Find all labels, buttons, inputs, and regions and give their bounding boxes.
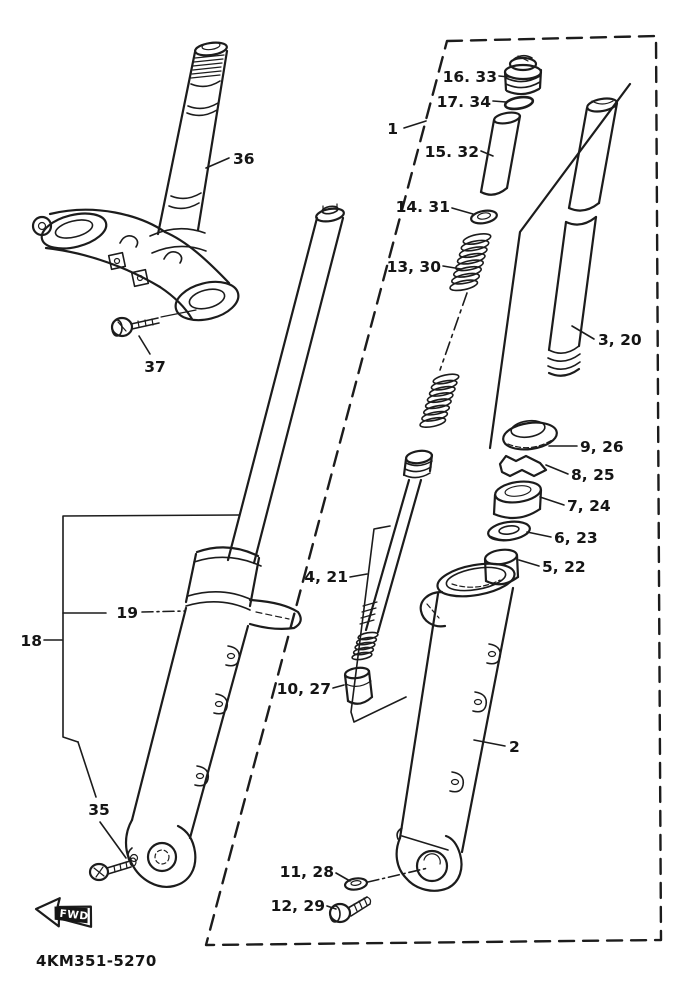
callout-label-9-26: 9, 26 <box>580 438 624 456</box>
callout-drain-bolt <box>271 897 336 915</box>
callout-oil-seal <box>540 497 611 515</box>
oil-lock-piece <box>344 666 372 703</box>
callout-slide-bush <box>519 558 586 576</box>
callout-spring-washer <box>396 198 473 216</box>
fwd-label: FWD <box>58 907 90 923</box>
oil-seal <box>494 479 542 518</box>
inner-tube-right <box>490 84 630 448</box>
callout-label-10-27: 10, 27 <box>276 680 331 698</box>
callout-pinch-bolt <box>78 742 126 858</box>
callout-spacer <box>425 143 493 161</box>
callout-label-17-34: 17. 34 <box>436 93 491 111</box>
callout-retaining-clip <box>546 465 615 484</box>
callout-oil-lock <box>277 680 344 698</box>
callout-cap-bolt <box>443 68 509 86</box>
o-ring <box>504 95 533 111</box>
callout-label-2: 2 <box>509 738 520 756</box>
cap-bolt <box>505 56 541 94</box>
spring-washer <box>470 209 498 225</box>
left-fork-inner-tube <box>228 204 345 563</box>
callout-label-7-24: 7, 24 <box>567 497 611 515</box>
callout-label-6-23: 6, 23 <box>554 529 598 547</box>
left-fork-axle-clamp <box>126 820 195 887</box>
callout-label-19: 19 <box>116 604 138 622</box>
damper-rod <box>351 449 433 722</box>
callout-label-12-29: 12, 29 <box>270 897 325 915</box>
callout-seal-washer <box>527 529 598 547</box>
callout-damper-rod <box>304 568 367 586</box>
callout-label-3-20: 3, 20 <box>598 331 642 349</box>
callout-label-8-25: 8, 25 <box>571 466 615 484</box>
callout-label-4-21: 4, 21 <box>304 568 348 586</box>
axle-pinch-bolt <box>90 858 136 880</box>
callout-label-36: 36 <box>233 150 255 168</box>
left-fork-outer-tube <box>132 547 301 838</box>
callout-label-35: 35 <box>88 801 110 819</box>
retaining-clip <box>500 456 546 476</box>
diagram-code: 4KM351-5270 <box>36 952 157 970</box>
stem-threads <box>191 55 224 78</box>
callout-inner-tube-right <box>572 326 642 349</box>
callout-label-16-33: 16. 33 <box>442 68 497 86</box>
callout-dust-cap <box>549 438 624 456</box>
lower-bracket <box>33 207 242 326</box>
seal-washer <box>487 519 531 543</box>
callout-label-13-30: 13, 30 <box>386 258 441 276</box>
fwd-arrow <box>34 895 94 931</box>
callout-label-37: 37 <box>144 358 166 376</box>
gasket-washer <box>344 868 428 891</box>
callout-bracket-bolt <box>139 336 166 376</box>
callout-label-5-22: 5, 22 <box>542 558 586 576</box>
callout-steering-stem <box>206 150 255 168</box>
callout-outer-tube-left <box>63 604 185 622</box>
bracket-bolt <box>112 310 196 336</box>
damper-rod-bracket <box>351 526 406 722</box>
dust-cap <box>501 419 558 453</box>
callout-fork-spring <box>387 258 461 276</box>
callout-label-11-28: 11, 28 <box>279 863 334 881</box>
outer-tube-right <box>397 558 517 890</box>
callout-label-1: 1 <box>387 120 398 138</box>
callout-label-14-31: 14. 31 <box>395 198 450 216</box>
dashed-panel-border <box>206 36 661 945</box>
callout-label-18: 18 <box>20 632 42 650</box>
callout-gasket-washer <box>280 863 350 881</box>
callout-panel <box>387 120 426 138</box>
callout-o-ring <box>437 93 506 111</box>
callout-label-15-32: 15. 32 <box>424 143 479 161</box>
steering-stem <box>158 41 228 234</box>
